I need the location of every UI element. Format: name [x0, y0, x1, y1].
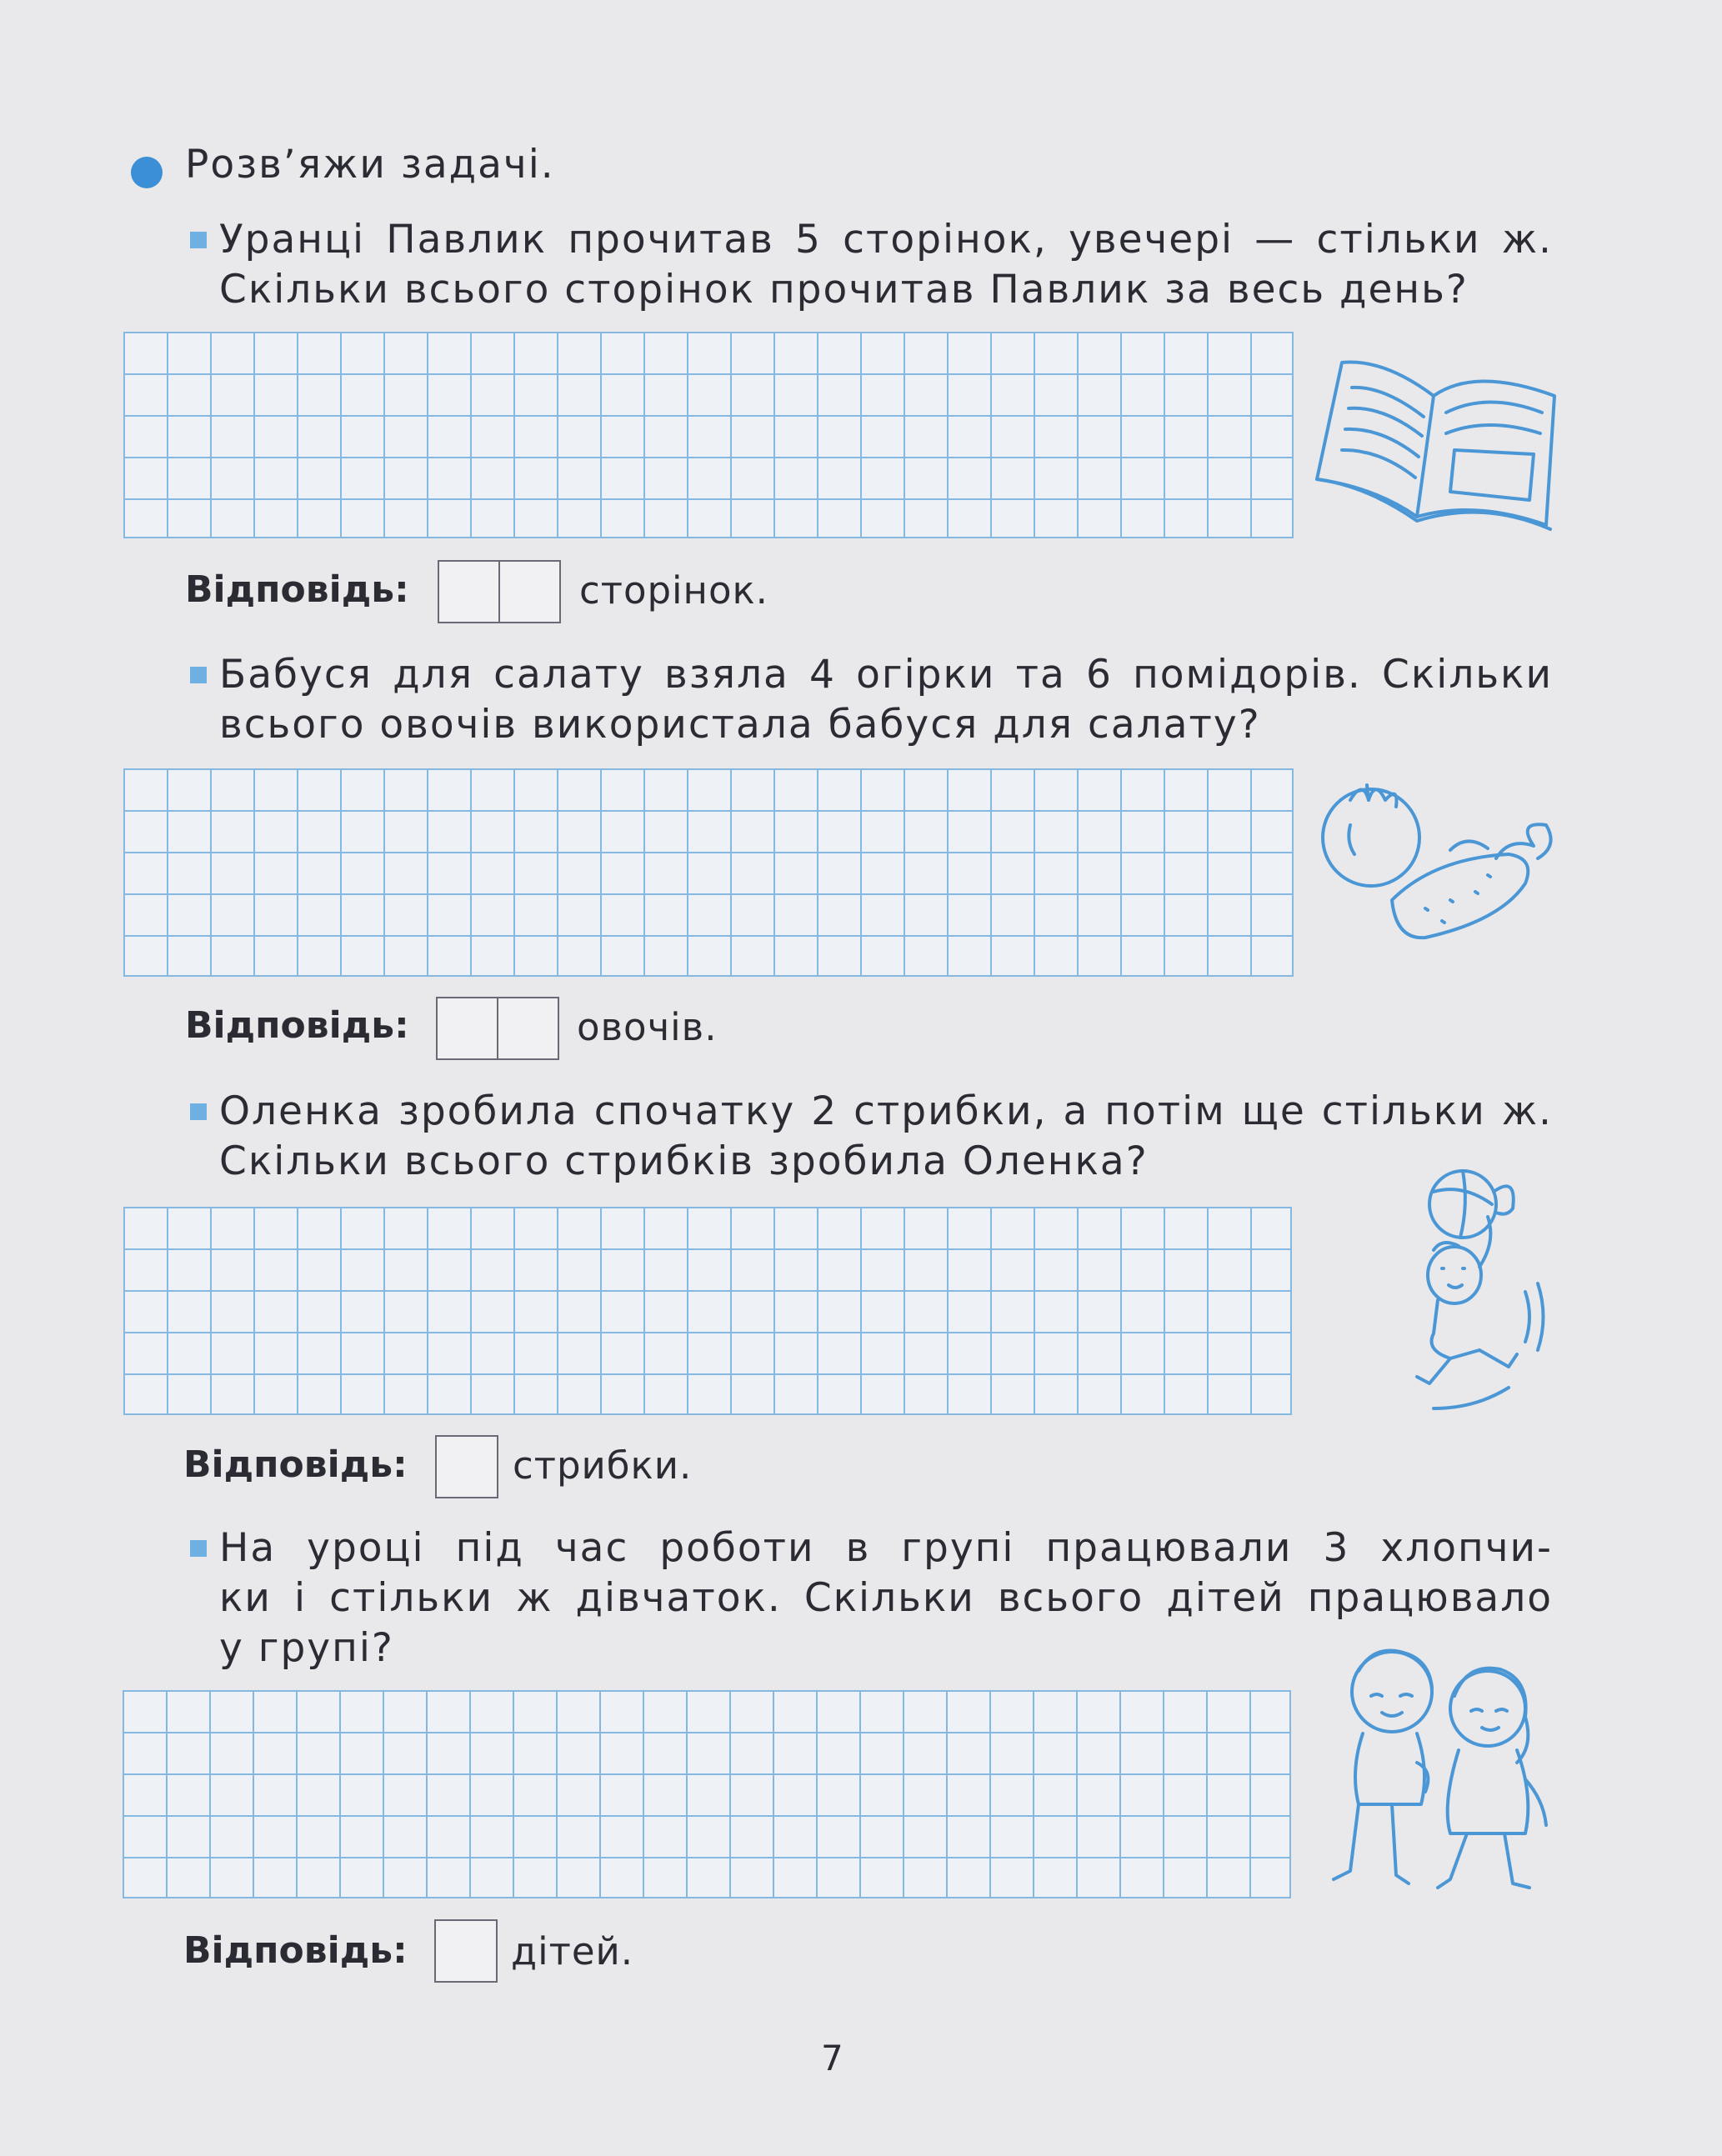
task-bullet-icon	[190, 1540, 207, 1557]
task-1-answer-grid[interactable]	[123, 332, 1294, 538]
open-book-icon	[1309, 346, 1559, 538]
task-2-text	[219, 650, 1553, 750]
task-4-line-1: На уроці під час роботи в групі працювали 3 хлопчи-	[219, 1525, 1553, 1571]
task-bullet-icon	[190, 667, 207, 683]
task-2-answer-box[interactable]	[436, 997, 559, 1060]
page-number: 7	[821, 2038, 843, 2078]
task-1-line-1: Уранці Павлик прочитав 5 сторінок, увечері — стільки ж.	[219, 217, 1553, 263]
task-4-answer-box[interactable]	[434, 1919, 498, 1983]
tomato-cucumber-icon	[1317, 775, 1567, 950]
task-4-line-3: у групі?	[219, 1625, 394, 1671]
boy-and-girl-icon	[1325, 1638, 1567, 1904]
task-3-answer-unit: стрибки.	[513, 1443, 693, 1488]
jumping-girl-icon	[1400, 1158, 1567, 1425]
task-1-answer-box[interactable]	[438, 560, 561, 623]
task-1-text	[219, 215, 1553, 315]
task-2-line-2: всього овочів використала бабуся для салату?	[219, 702, 1261, 748]
task-3-text	[219, 1087, 1553, 1187]
task-1-answer-unit: сторінок.	[579, 568, 768, 613]
task-3-line-1: Оленка зробила спочатку 2 стрибки, а потім ще стільки ж.	[219, 1088, 1553, 1134]
task-4-line-2: ки і стільки ж дівчаток. Скільки всього дітей працювало	[219, 1575, 1553, 1621]
instruction-heading: Розв’яжи задачі.	[185, 142, 555, 188]
task-bullet-icon	[190, 232, 207, 248]
task-2-answer-label: Відповідь:	[185, 1004, 409, 1047]
task-3-answer-label: Відповідь:	[183, 1443, 408, 1486]
task-bullet-icon	[190, 1103, 207, 1120]
task-3-answer-grid[interactable]	[123, 1207, 1292, 1415]
task-3-line-2: Скільки всього стрибків зробила Оленка?	[219, 1138, 1149, 1184]
task-1-line-2: Скільки всього сторінок прочитав Павлик за весь день?	[219, 267, 1469, 313]
task-4-answer-unit: дітей.	[511, 1929, 634, 1973]
task-1-answer-label: Відповідь:	[185, 568, 409, 611]
instruction-bullet-icon	[131, 157, 163, 188]
task-4-answer-label: Відповідь:	[183, 1929, 408, 1972]
task-2-answer-grid[interactable]	[123, 768, 1294, 977]
task-2-line-1: Бабуся для салату взяла 4 огірки та 6 помідорів. Скільки	[219, 652, 1553, 698]
task-3-answer-box[interactable]	[435, 1435, 498, 1498]
task-4-answer-grid[interactable]	[123, 1690, 1291, 1898]
task-2-answer-unit: овочів.	[577, 1005, 718, 1049]
